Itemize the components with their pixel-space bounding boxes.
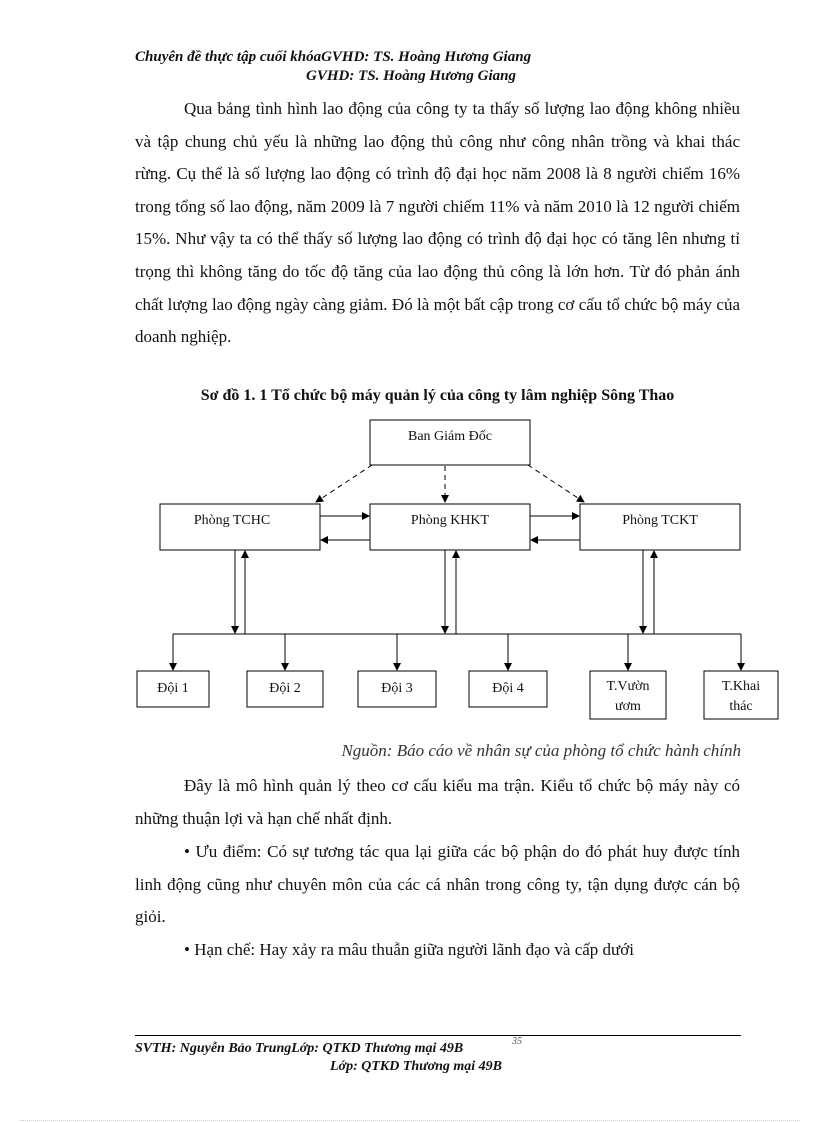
intro-paragraph: Qua bảng tình hình lao động của công ty ta thấy số lượng lao động không nhiều và tập chung chủ yếu là những lao động thủ công như công nhân trồng và khai thác rừng. Cụ thể là số lượng lao động có trình độ đại học năm 2008 là 8 người chiếm 16% trong tổng số lao động, năm 2009 là 7 người chiếm 11% và năm 2010 là 12 người chiếm 15%. Như vậy ta có thể thấy số lượng lao động có trình độ đại học có tăng lên nhưng tỉ trọng thì không tăng do tốc độ tăng của lao động thủ công là lớn hơn. Từ đó phản ánh chất lượng lao động ngày càng giảm. Đó là một bất cập trong cơ cấu tổ chức bộ máy của doanh nghiệp. xyxy=(135,99,740,347)
diagram-caption: Sơ đồ 1. 1 Tổ chức bộ máy quản lý của công ty lâm nghiệp Sông Thao xyxy=(200,387,675,404)
dashed-arrow-tchc xyxy=(316,465,372,502)
nursery-label-line-2: ươm xyxy=(615,699,641,714)
team-label-1: Đội 1 xyxy=(157,681,189,696)
dashed-arrow-tckt xyxy=(528,465,584,502)
page-edge xyxy=(20,1120,800,1121)
footer-line-1: SVTH: Nguyễn Bảo TrungLớp: QTKD Thương mại 49B xyxy=(135,1041,464,1056)
header-line-1: Chuyên đề thực tập cuối khóaGVHD: TS. Hoàng Hương Giang xyxy=(135,49,532,65)
page-number: 35 xyxy=(512,1036,522,1047)
dept-label-tchc: Phòng TCHC xyxy=(193,513,271,528)
diagram-source: Nguồn: Báo cáo về nhân sự của phòng tổ chức hành chính xyxy=(341,741,741,760)
limitations-paragraph: • Hạn chế: Hay xảy ra mâu thuẫn giữa người lãnh đạo và cấp dưới xyxy=(184,940,634,959)
harvest-label-line-1: T.Khai xyxy=(721,679,761,694)
harvest-label-line-2: thác xyxy=(729,699,753,714)
header-line-2: GVHD: TS. Hoàng Hương Giang xyxy=(306,68,516,84)
board-of-directors-label: Ban Giám Đốc xyxy=(408,429,492,444)
matrix-paragraph: Đây là mô hình quản lý theo cơ cấu kiểu ma trận. Kiểu tổ chức bộ máy này có những thuận lợi và hạn chế nhất định. xyxy=(135,776,740,828)
nursery-label-line-1: T.Vườn xyxy=(606,679,650,694)
team-label-2: Đội 2 xyxy=(269,681,301,696)
team-label-3: Đội 3 xyxy=(381,681,413,696)
footer-rule xyxy=(135,1035,741,1036)
footer-line-2: Lớp: QTKD Thương mại 49B xyxy=(330,1059,502,1074)
dept-label-tckt: Phòng TCKT xyxy=(622,513,698,528)
advantages-paragraph: • Ưu điểm: Có sự tương tác qua lại giữa các bộ phận do đó phát huy được tính linh động cũng như chuyên môn của các cá nhân trong công ty, tận dụng được cán bộ giỏi. xyxy=(135,842,740,927)
team-label-4: Đội 4 xyxy=(492,681,524,696)
dept-label-khkt: Phòng KHKT xyxy=(410,513,490,528)
